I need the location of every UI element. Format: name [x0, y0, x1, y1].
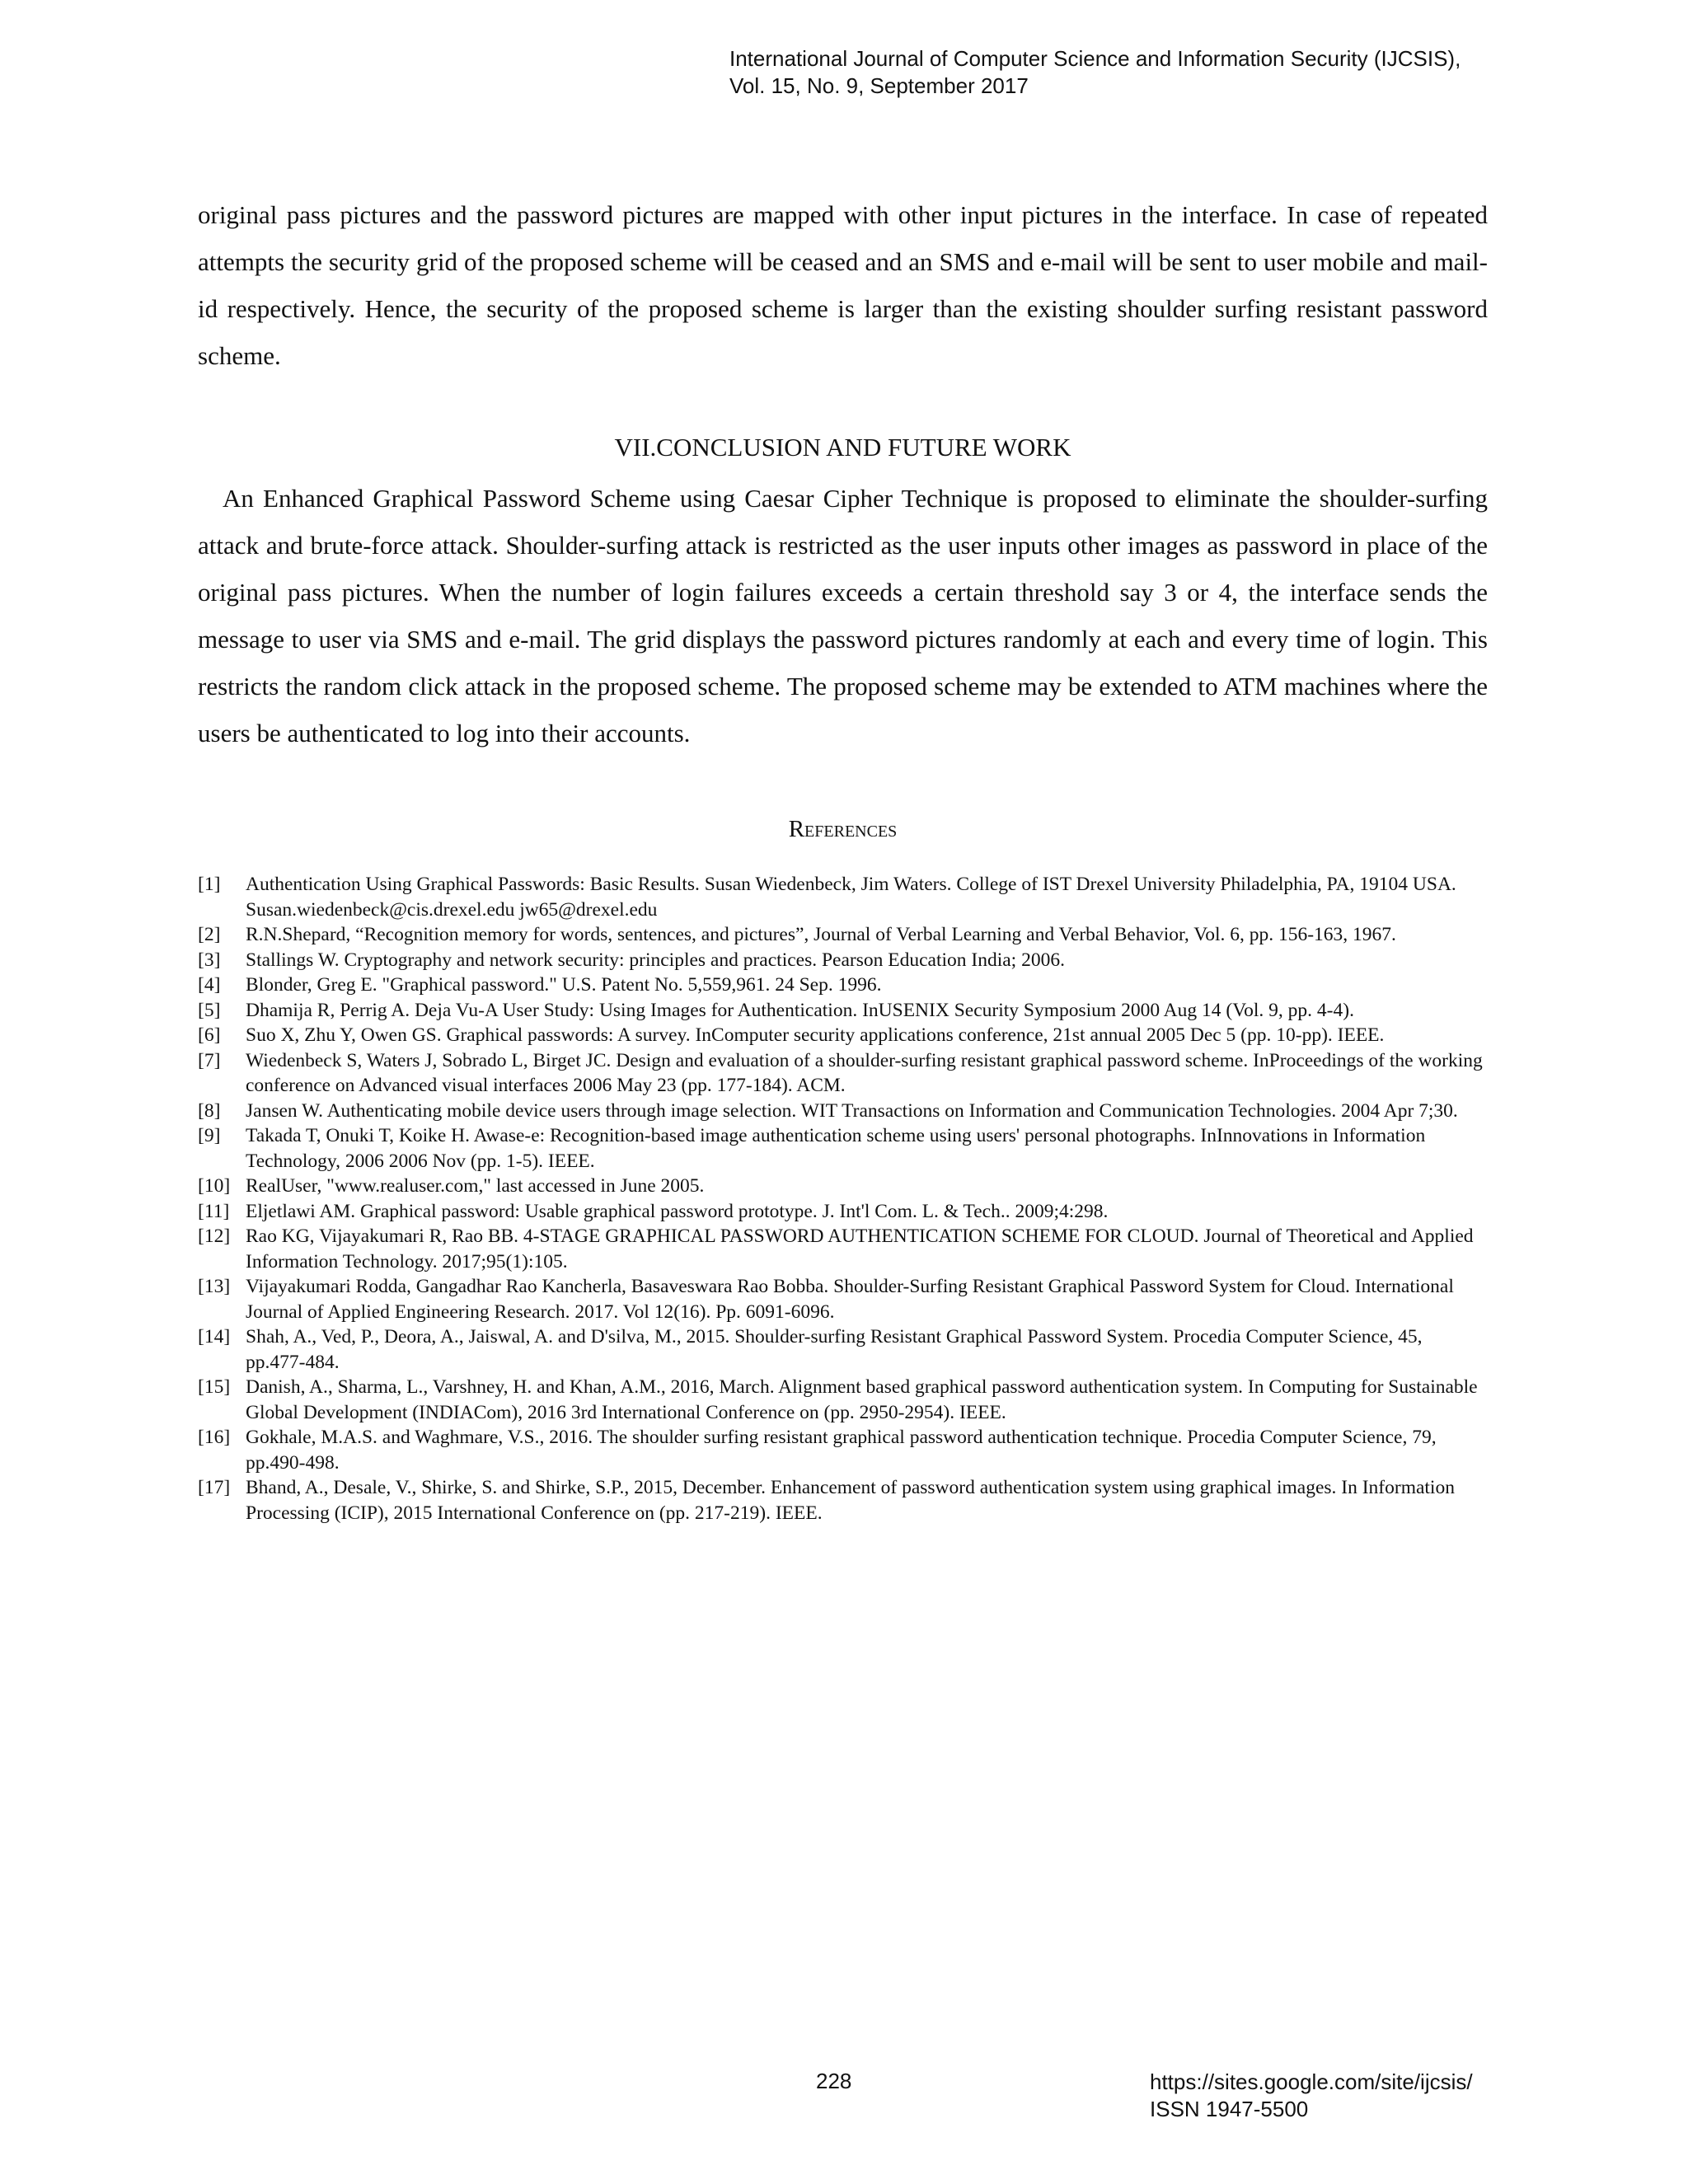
reference-text: R.N.Shepard, “Recognition memory for words, sentences, and pictures”, Journal of Verbal Learning and Verbal Behavior, Vol. 6, pp. 156-163, 1967. — [246, 924, 1396, 945]
reference-text: Authentication Using Graphical Passwords: Basic Results. Susan Wiedenbeck, Jim Waters. College of IST Drexel University Philadelphia, PA, 19104 USA. Susan.wiedenbeck@cis.drexel.edu jw65@drexel.edu — [246, 874, 1456, 921]
reference-number: [16] — [198, 1427, 231, 1448]
reference-text: Jansen W. Authenticating mobile device users through image selection. WIT Transactions on Information and Communication Technologies. 2004 Apr 7;30. — [246, 1099, 1458, 1122]
reference-number: [3] — [198, 949, 221, 971]
reference-number: [7] — [198, 1049, 221, 1071]
reference-item — [198, 1048, 1484, 1099]
reference-number: [12] — [198, 1226, 231, 1247]
references-list — [198, 872, 1484, 1526]
journal-volume-line: Vol. 15, No. 9, September 2017 — [729, 73, 1029, 98]
reference-text: Wiedenbeck S, Waters J, Sobrado L, Birget JC. Design and evaluation of a shoulder-surfing resistant graphical password scheme. InProceedings of the working conference on Advanced visual interfaces 2006 May 23 (pp. 177-184). ACM. — [246, 1049, 1483, 1096]
footer-info — [1150, 2069, 1473, 2123]
reference-item — [198, 1174, 1484, 1199]
reference-text: Gokhale, M.A.S. and Waghmare, V.S., 2016. The shoulder surfing resistant graphical password authentication technique. Procedia Computer Science, 79, pp.490-498. — [246, 1427, 1437, 1474]
reference-item — [198, 1023, 1484, 1048]
reference-number: [6] — [198, 1024, 221, 1046]
page-number: 228 — [816, 2069, 852, 2093]
references-heading: References — [788, 816, 898, 842]
reference-text: Rao KG, Vijayakumari R, Rao BB. 4-STAGE GRAPHICAL PASSWORD AUTHENTICATION SCHEME FOR CLOUD. Journal of Theoretical and Applied Information Technology. 2017;95(1):105. — [246, 1226, 1474, 1272]
reference-item — [198, 1324, 1484, 1375]
reference-text: Bhand, A., Desale, V., Shirke, S. and Shirke, S.P., 2015, December. Enhancement of password authentication system using graphical images. In Information Processing (ICIP), 2015 International Conference on (pp. 217-219). IEEE. — [246, 1477, 1455, 1524]
reference-item — [198, 872, 1484, 922]
reference-item — [198, 1123, 1484, 1174]
reference-text: Vijayakumari Rodda, Gangadhar Rao Kancherla, Basaveswara Rao Bobba. Shoulder-Surfing Resistant Graphical Password System for Cloud. International Journal of Applied Engineering Research. 2017. Vol 12(16). Pp. 6091-6096. — [246, 1276, 1454, 1323]
footer-url: https://sites.google.com/site/ijcsis/ — [1150, 2069, 1473, 2094]
paragraph-conclusion: An Enhanced Graphical Password Scheme using Caesar Cipher Technique is proposed to eliminate the shoulder-surfing attack and brute-force attack. Shoulder-surfing attack is restricted as the user inputs other images as password in place of the original pass pictures. When the number of login failures exceeds a certain threshold say 3 or 4, the interface sends the message to user via SMS and e-mail. The grid displays the password pictures randomly at each and every time of login. This restricts the random click attack in the proposed scheme. The proposed scheme may be extended to ATM machines where the users be authenticated to log into their accounts. — [198, 484, 1488, 748]
reference-number: [17] — [198, 1477, 231, 1498]
paragraph-continuation: original pass pictures and the password pictures are mapped with other input pictures in the interface. In case of repeated attempts the security grid of the proposed scheme will be ceased and an SMS and e-mail will be sent to user mobile and mail-id respectively. Hence, the security of the proposed scheme is larger than the existing shoulder surfing resistant password scheme. — [198, 200, 1488, 370]
reference-number: [11] — [198, 1200, 230, 1222]
reference-number: [15] — [198, 1376, 231, 1398]
reference-text: Eljetlawi AM. Graphical password: Usable graphical password prototype. J. Int'l Com. L. & Tech.. 2009;4:298. — [246, 1200, 1109, 1222]
footer-issn: ISSN 1947-5500 — [1150, 2097, 1309, 2121]
reference-item — [198, 922, 1484, 948]
reference-item — [198, 1475, 1484, 1526]
reference-number: [13] — [198, 1276, 231, 1297]
reference-item — [198, 1274, 1484, 1324]
reference-text: Takada T, Onuki T, Koike H. Awase-e: Recognition-based image authentication scheme using users' personal photographs. InInnovations in Information Technology, 2006 2006 Nov (pp. 1-5). IEEE. — [246, 1125, 1426, 1172]
reference-text: Danish, A., Sharma, L., Varshney, H. and Khan, A.M., 2016, March. Alignment based graphical password authentication system. In Computing for Sustainable Global Development (INDIACom), 2016 3rd International Conference on (pp. 2950-2954). IEEE. — [246, 1376, 1478, 1423]
reference-number: [1] — [198, 874, 221, 895]
reference-item — [198, 998, 1484, 1024]
reference-item — [198, 948, 1484, 973]
reference-text: RealUser, "www.realuser.com," last accessed in June 2005. — [246, 1175, 705, 1197]
journal-title-line: International Journal of Computer Science and Information Security (IJCSIS), — [729, 46, 1461, 71]
journal-header — [729, 45, 1554, 100]
reference-text: Dhamija R, Perrig A. Deja Vu-A User Study: Using Images for Authentication. InUSENIX Security Symposium 2000 Aug 14 (Vol. 9, pp. 4-4). — [246, 999, 1354, 1021]
reference-text: Suo X, Zhu Y, Owen GS. Graphical passwords: A survey. InComputer security applications conference, 21st annual 2005 Dec 5 (pp. 10-pp). IEEE. — [246, 1024, 1385, 1046]
reference-number: [9] — [198, 1125, 221, 1146]
reference-text: Blonder, Greg E. "Graphical password." U.S. Patent No. 5,559,961. 24 Sep. 1996. — [246, 974, 882, 996]
reference-number: [8] — [198, 1099, 221, 1122]
reference-number: [10] — [198, 1175, 231, 1197]
reference-item — [198, 1425, 1484, 1475]
reference-text: Shah, A., Ved, P., Deora, A., Jaiswal, A. and D'silva, M., 2015. Shoulder-surfing Resistant Graphical Password System. Procedia Computer Science, 45, pp.477-484. — [246, 1326, 1423, 1373]
reference-item — [198, 1199, 1484, 1225]
reference-number: [2] — [198, 924, 221, 945]
reference-number: [14] — [198, 1326, 231, 1347]
reference-item — [198, 1099, 1484, 1124]
section-title-conclusion: VII.CONCLUSION AND FUTURE WORK — [614, 433, 1071, 462]
reference-item — [198, 972, 1484, 998]
reference-number: [4] — [198, 974, 221, 996]
reference-number: [5] — [198, 999, 221, 1021]
reference-item — [198, 1224, 1484, 1274]
reference-item — [198, 1375, 1484, 1425]
reference-text: Stallings W. Cryptography and network security: principles and practices. Pearson Education India; 2006. — [246, 949, 1065, 971]
